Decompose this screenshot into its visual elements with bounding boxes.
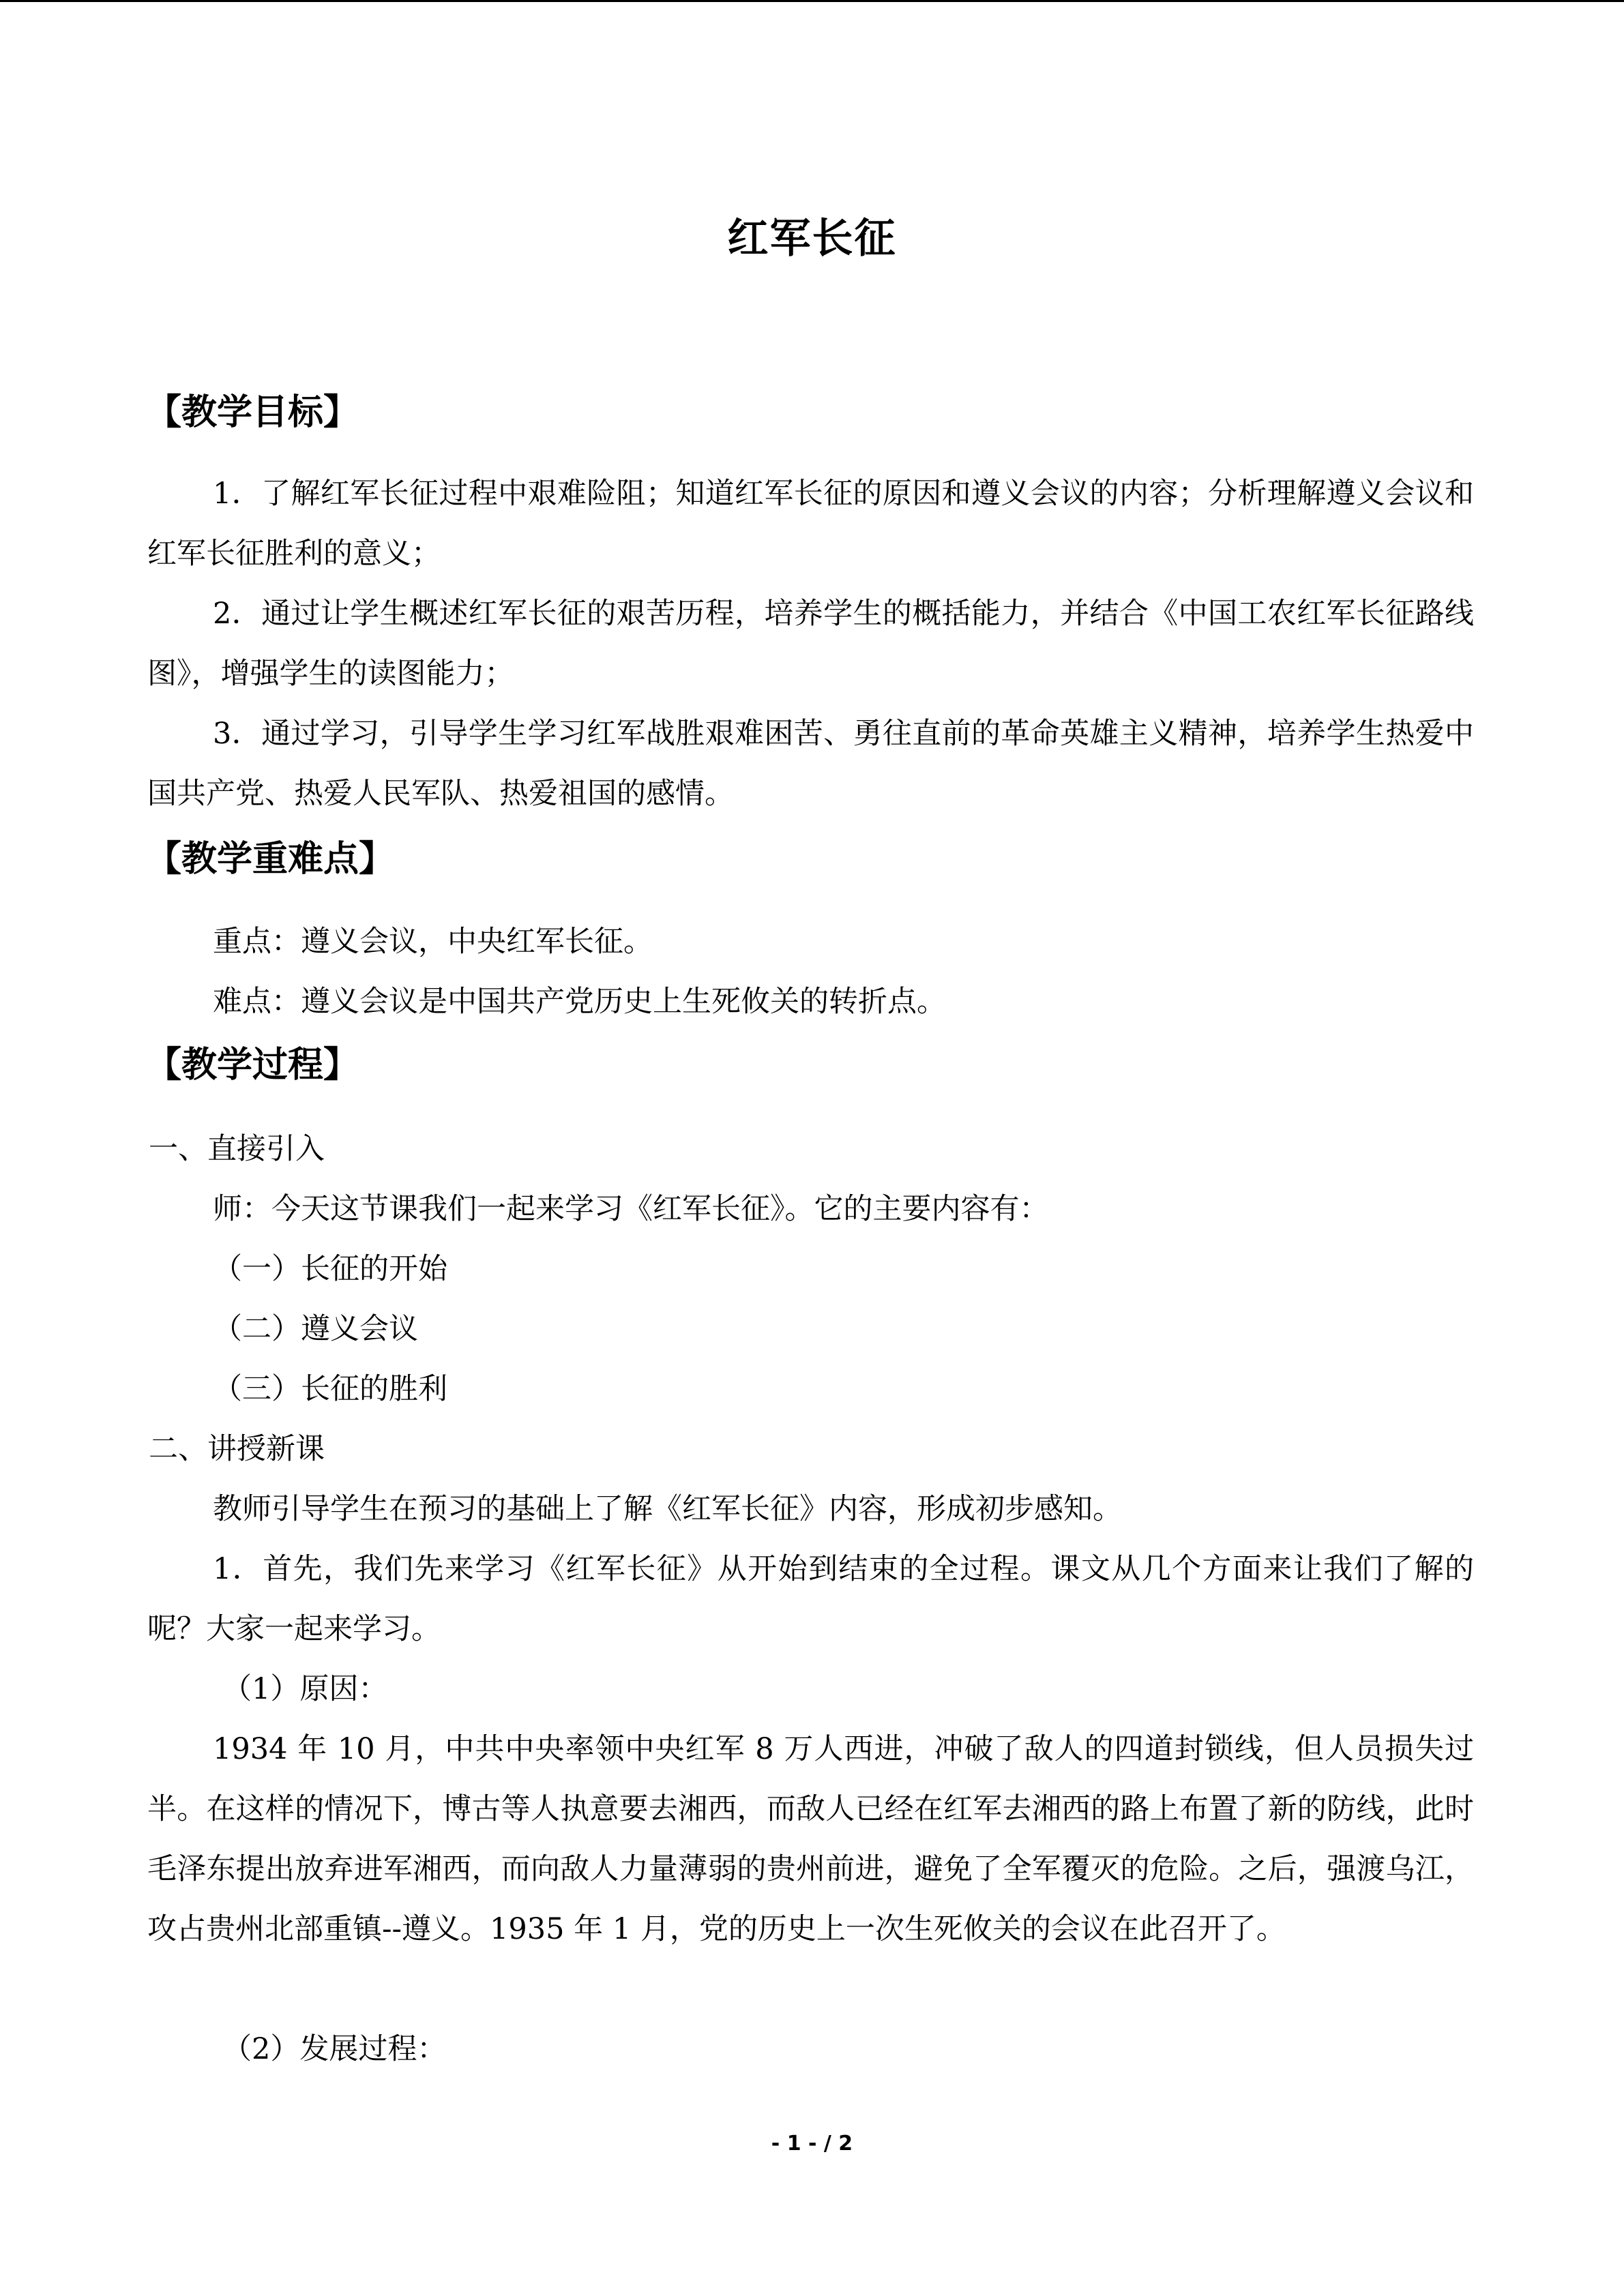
part-two-title: 二、讲授新课	[149, 1432, 325, 1466]
cause-label: （1）原因：	[222, 1672, 388, 1706]
objectives-heading: 【教学目标】	[146, 392, 359, 433]
part-one-title: 一、直接引入	[149, 1132, 325, 1166]
outline-item-3: （三）长征的胜利	[213, 1372, 447, 1406]
key-point-text: 重点：遵义会议，中央红军长征。	[213, 925, 653, 959]
page-number-footer: - 1 - / 2	[771, 2132, 853, 2156]
objective-item-1: 1．了解红军长征过程中艰难险阻；知道红军长征的原因和遵义会议的内容；分析理解遵义会议和红军长征胜利的意义；	[147, 477, 1474, 571]
outline-item-1: （一）长征的开始	[213, 1252, 447, 1286]
cause-paragraph: 1934 年 10 月，中共中央率领中央红军 8 万人西进，冲破了敌人的四道封锁线，但人员损失过半。在这样的情况下，博古等人执意要去湘西，而敌人已经在红军去湘西的路上布置了新的防线，此时毛泽东提出放弃进军湘西，而向敌人力量薄弱的贵州前进，避免了全军覆灭的危险。之后，强渡乌江，攻占贵州北部重镇--遵义。1935 年 1 月，党的历史上一次生死攸关的会议在此召开了。	[147, 1732, 1474, 1946]
objective-item-3: 3．通过学习，引导学生学习红军战胜艰难困苦、勇往直前的革命英雄主义精神，培养学生热爱中国共产党、热爱人民军队、热爱祖国的感情。	[147, 717, 1474, 811]
objective-item-2: 2．通过让学生概述红军长征的艰苦历程，培养学生的概括能力，并结合《中国工农红军长征路线图》，增强学生的读图能力；	[147, 597, 1474, 691]
key-points-heading: 【教学重难点】	[146, 839, 395, 880]
difficulty-text: 难点：遵义会议是中国共产党历史上生死攸关的转折点。	[213, 985, 946, 1019]
part-two-intro: 教师引导学生在预习的基础上了解《红军长征》内容，形成初步感知。	[213, 1492, 1122, 1526]
document-title: 红军长征	[727, 215, 897, 263]
process-heading: 【教学过程】	[146, 1045, 359, 1086]
step-one-paragraph: 1．首先，我们先来学习《红军长征》从开始到结束的全过程。课文从几个方面来让我们了解的呢？大家一起来学习。	[147, 1552, 1474, 1646]
top-border-line	[0, 0, 1624, 2]
part-one-intro: 师：今天这节课我们一起来学习《红军长征》。它的主要内容有：	[213, 1192, 1049, 1226]
outline-item-2: （二）遵义会议	[213, 1312, 418, 1346]
process-label: （2）发展过程：	[222, 2032, 447, 2066]
